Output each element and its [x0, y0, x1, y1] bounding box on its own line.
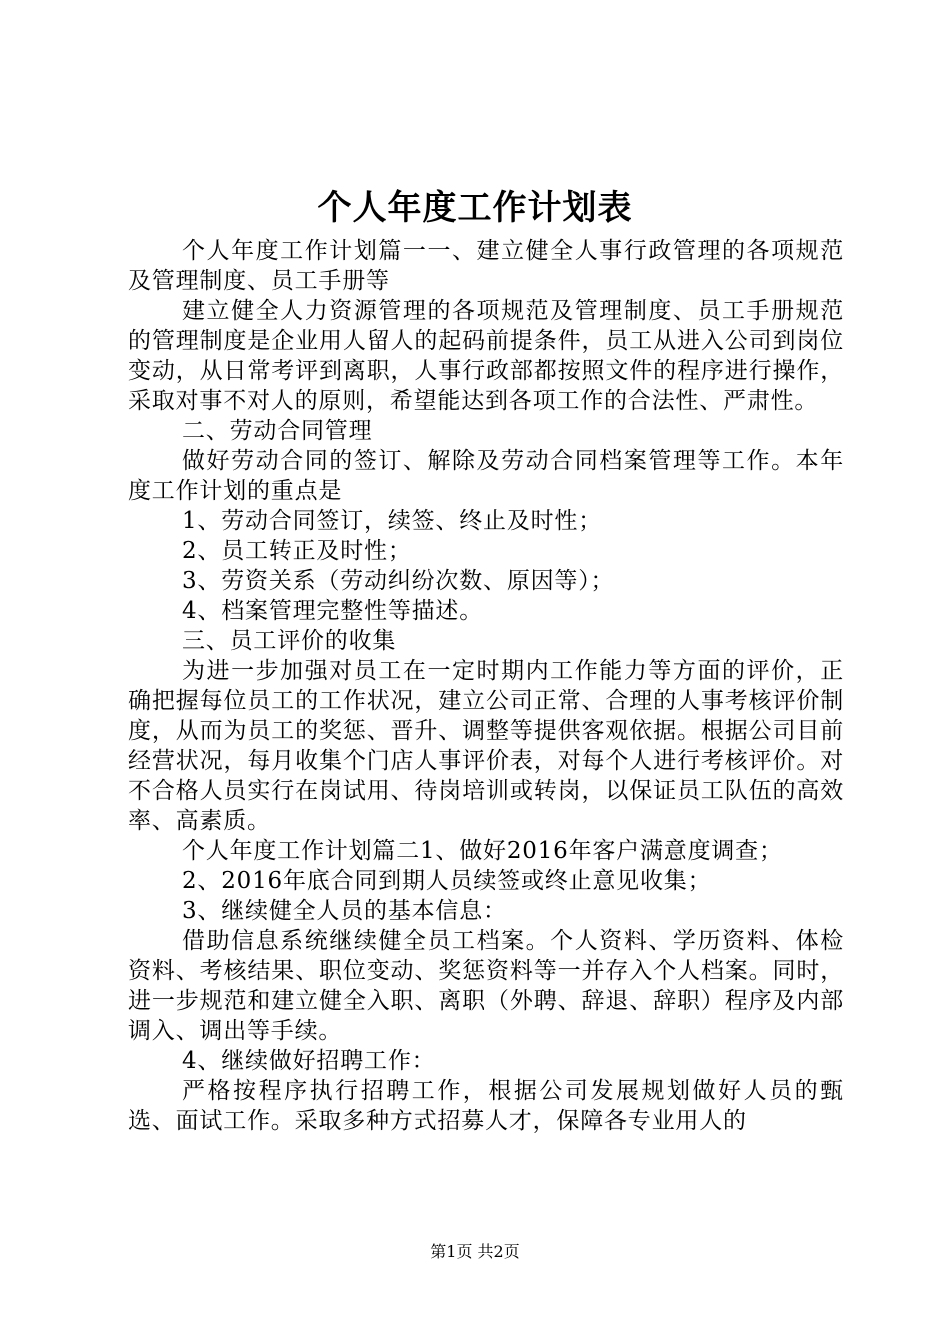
page-number-footer: 第1页 共2页	[430, 1242, 520, 1261]
list-item: 3、继续健全人员的基本信息：	[182, 898, 507, 924]
paragraph: 个人年度工作计划篇二1、做好2016年客户满意度调查；	[182, 838, 783, 864]
list-item: 2、2016年底合同到期人员续签或终止意见收集；	[182, 868, 712, 894]
paragraph: 做好劳动合同的签订、解除及劳动合同档案管理等工作。本年度工作计划的重点是	[128, 448, 844, 504]
paragraph: 严格按程序执行招聘工作，根据公司发展规划做好人员的甄选、面试工作。采取多种方式招募人才，保障各专业用人的	[128, 1078, 844, 1134]
document-body	[128, 236, 844, 1136]
paragraph: 借助信息系统继续健全员工档案。个人资料、学历资料、体检资料、考核结果、职位变动、奖惩资料等一并存入个人档案。同时，进一步规范和建立健全入职、离职（外聘、辞退、辞职）程序及内部调入、调出等手续。	[128, 928, 844, 1044]
section-heading: 二、劳动合同管理	[182, 418, 373, 444]
list-item: 1、劳动合同签订，续签、终止及时性；	[182, 508, 603, 534]
section-heading: 三、员工评价的收集	[182, 628, 397, 654]
list-item: 3、劳资关系（劳动纠纷次数、原因等）；	[182, 568, 615, 594]
list-item: 4、档案管理完整性等描述。	[182, 598, 484, 624]
list-item: 4、继续做好招聘工作：	[182, 1048, 436, 1074]
paragraph: 为进一步加强对员工在一定时期内工作能力等方面的评价，正确把握每位员工的工作状况，建立公司正常、合理的人事考核评价制度，从而为员工的奖惩、晋升、调整等提供客观依据。根据公司目前经营状况，每月收集个门店人事评价表，对每个人进行考核评价。对不合格人员实行在岗试用、待岗培训或转岗，以保证员工队伍的高效率、高素质。	[128, 658, 844, 834]
paragraph: 建立健全人力资源管理的各项规范及管理制度、员工手册规范的管理制度是企业用人留人的起码前提条件，员工从进入公司到岗位变动，从日常考评到离职，人事行政部都按照文件的程序进行操作，采取对事不对人的原则，希望能达到各项工作的合法性、严肃性。	[128, 298, 844, 414]
paragraph: 个人年度工作计划篇一一、建立健全人事行政管理的各项规范及管理制度、员工手册等	[128, 238, 844, 294]
document-title: 个人年度工作计划表	[317, 188, 633, 228]
list-item: 2、员工转正及时性；	[182, 538, 412, 564]
